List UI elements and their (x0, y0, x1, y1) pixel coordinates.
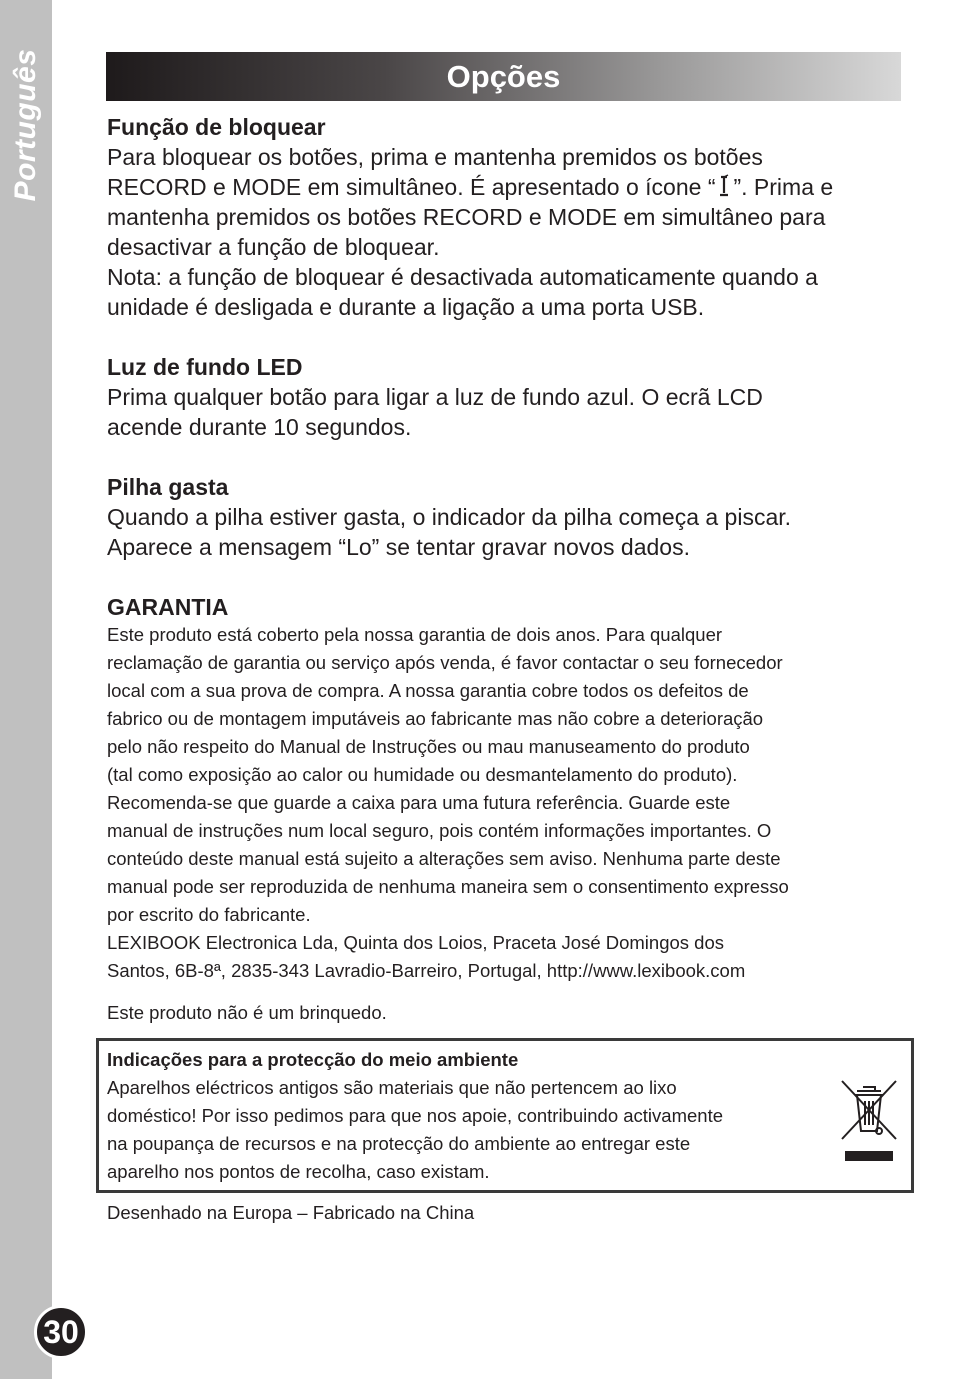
warranty-line: (tal como exposição ao calor ou humidade ou desmantelamento do produto). (107, 764, 738, 785)
battery-line-2: Aparece a mensagem “Lo” se tentar gravar novos dados. (107, 534, 690, 560)
not-a-toy-notice: Este produto não é um brinquedo. (107, 1002, 387, 1023)
lock-line-2 (107, 172, 907, 202)
section-title-bar (106, 52, 901, 101)
lock-line-2-after: ”. Prima e (733, 174, 834, 200)
warranty-line: Recomenda-se que guarde a caixa para uma futura referência. Guarde este (107, 792, 731, 813)
lock-line-3: mantenha premidos os botões RECORD e MODE em simultâneo para (107, 204, 826, 230)
lock-line-4: desactivar a função de bloquear. (107, 234, 440, 260)
warranty-line: por escrito do fabricante. (107, 904, 311, 925)
lock-line-1: Para bloquear os botões, prima e mantenha premidos os botões (107, 144, 763, 170)
language-label: Português (9, 48, 42, 202)
led-heading: Luz de fundo LED (107, 354, 303, 380)
lock-line-5: Nota: a função de bloquear é desactivada automaticamente quando a (107, 264, 818, 290)
warranty-heading: GARANTIA (107, 594, 229, 620)
environment-line: na poupança de recursos e na protecção do ambiente ao entregar este (107, 1133, 691, 1154)
environment-line: Aparelhos eléctricos antigos são materiais que não pertencem ao lixo (107, 1077, 677, 1098)
warranty-line: pelo não respeito do Manual de Instruções ou mau manuseamento do produto (107, 736, 750, 757)
battery-section (107, 472, 907, 562)
warranty-section (107, 592, 907, 1027)
warranty-line: fabrico ou de montagem imputáveis ao fabricante mas não cobre a deterioração (107, 708, 764, 729)
environment-line: doméstico! Por isso pedimos para que nos apoie, contribuindo activamente (107, 1105, 723, 1126)
warranty-line: Santos, 6B-8ª, 2835-343 Lavradio-Barreiro, Portugal, http://www.lexibook.com (107, 960, 746, 981)
page-title: Opções (446, 58, 561, 94)
lock-section (107, 112, 907, 322)
lock-icon (717, 174, 731, 198)
led-section (107, 352, 907, 442)
environment-notice-box (96, 1038, 914, 1193)
battery-heading: Pilha gasta (107, 474, 229, 500)
warranty-line: conteúdo deste manual está sujeito a alterações sem aviso. Nenhuma parte deste (107, 848, 781, 869)
environment-heading: Indicações para a protecção do meio ambiente (107, 1049, 519, 1070)
led-line-2: acende durante 10 segundos. (107, 414, 412, 440)
warranty-line: manual de instruções num local seguro, pois contém informações importantes. O (107, 820, 772, 841)
battery-line-1: Quando a pilha estiver gasta, o indicador da pilha começa a piscar. (107, 504, 792, 530)
origin-notice: Desenhado na Europa – Fabricado na China (107, 1202, 475, 1223)
lock-line-6: unidade é desligada e durante a ligação a uma porta USB. (107, 294, 705, 320)
page-number: 30 (34, 1305, 88, 1359)
environment-line: aparelho nos pontos de recolha, caso existam. (107, 1161, 490, 1182)
crossed-out-wheelie-bin-icon (839, 1077, 899, 1167)
lock-line-2-before: RECORD e MODE em simultâneo. É apresentado o ícone “ (107, 174, 716, 200)
warranty-line: manual pode ser reproduzida de nenhuma maneira sem o consentimento expresso (107, 876, 789, 897)
warranty-line: LEXIBOOK Electronica Lda, Quinta dos Loios, Praceta José Domingos dos (107, 932, 724, 953)
warranty-line: local com a sua prova de compra. A nossa garantia cobre todos os defeitos de (107, 680, 749, 701)
warranty-line: Este produto está coberto pela nossa garantia de dois anos. Para qualquer (107, 624, 723, 645)
led-line-1: Prima qualquer botão para ligar a luz de fundo azul. O ecrã LCD (107, 384, 763, 410)
lock-heading: Função de bloquear (107, 114, 326, 140)
warranty-line: reclamação de garantia ou serviço após venda, é favor contactar o seu fornecedor (107, 652, 783, 673)
language-sidebar (0, 0, 52, 1379)
footer (107, 1199, 907, 1227)
